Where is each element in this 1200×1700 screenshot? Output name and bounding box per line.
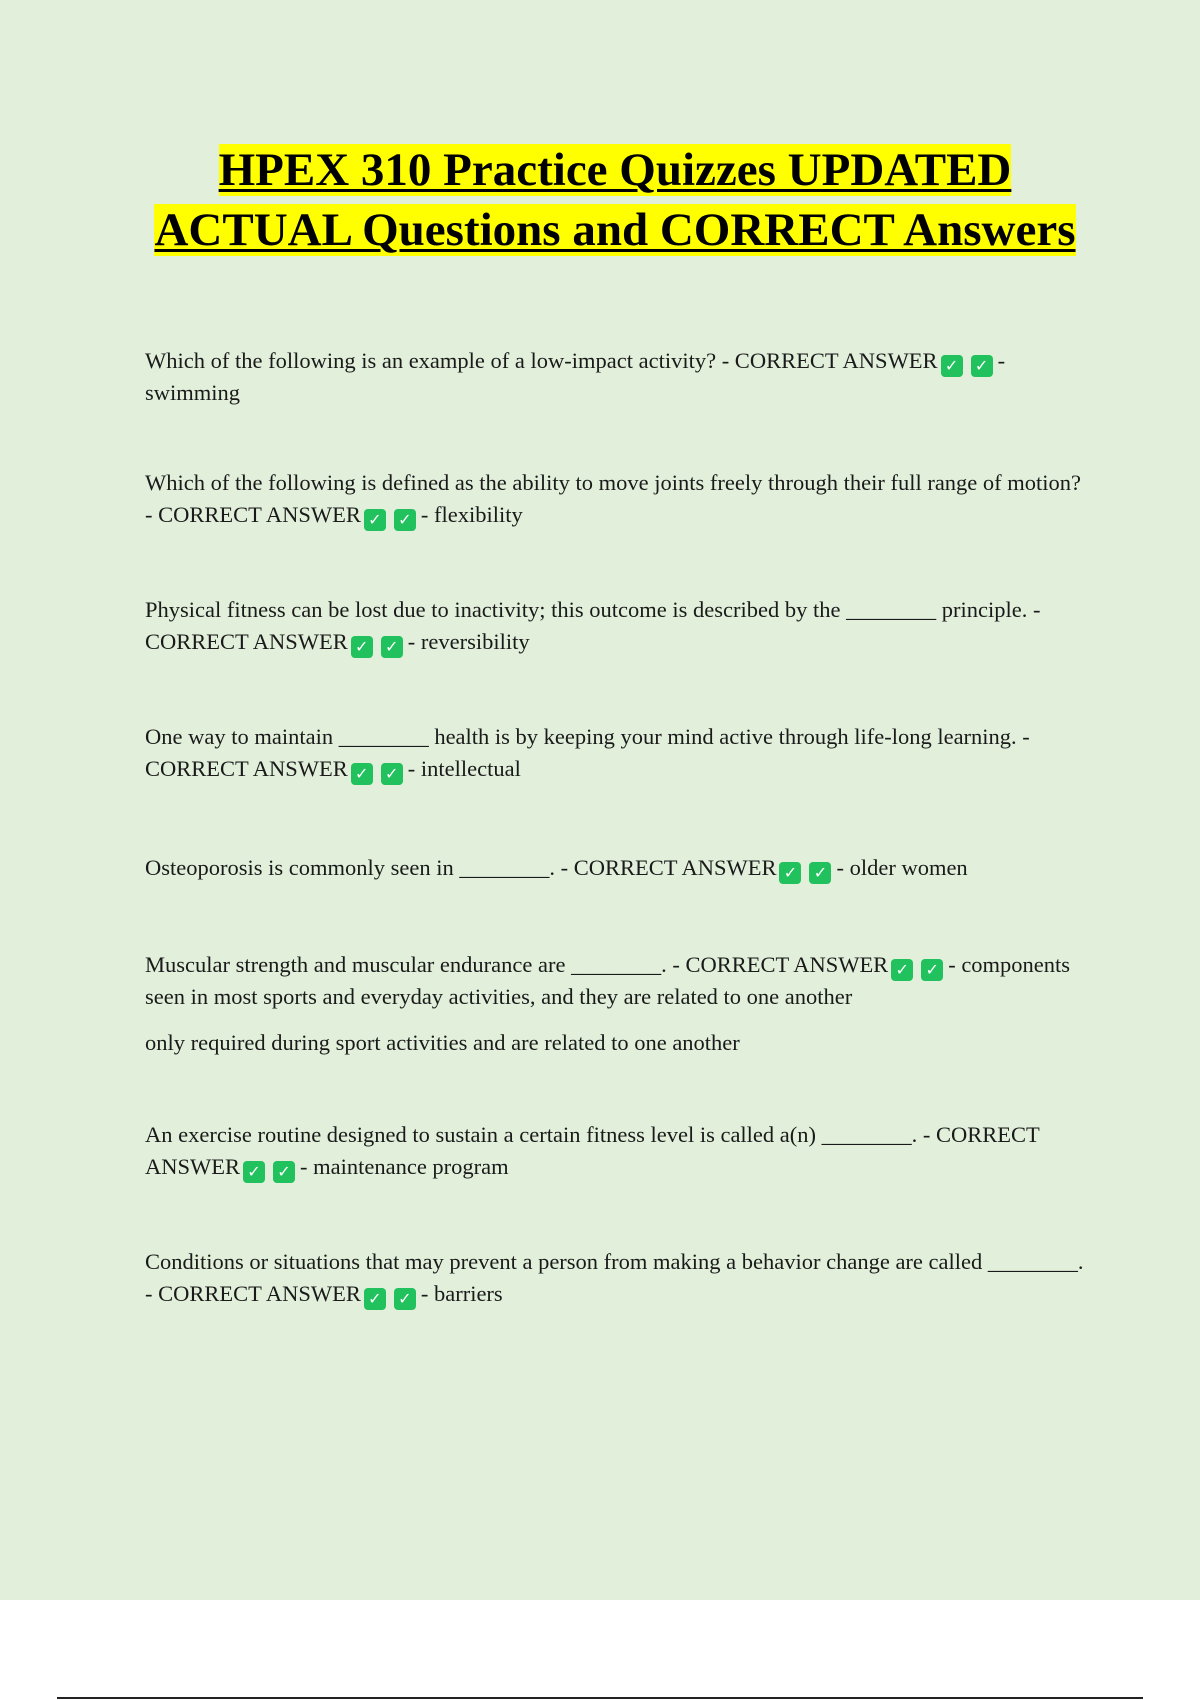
check-box-icon: ✓ [243,1161,265,1183]
question-text: Conditions or situations that may prevent a person from making a behavior change are called ________. - CORRECT ANSWER [145,1249,1084,1306]
document-title [120,140,1110,260]
check-box-icon: ✓ [381,763,403,785]
question-text: One way to maintain ________ health is by keeping your mind active through life-long learning. - CORRECT ANSWER [145,724,1030,781]
answer-continuation: only required during sport activities and are related to one another [145,1030,740,1055]
check-box-icon: ✓ [381,636,403,658]
check-box-icon: ✓ [891,959,913,981]
qa-item [145,1119,1085,1183]
answer-text: - components seen in most sports and everyday activities, and they are related to one another [145,952,1071,1009]
check-box-icon: ✓ [779,862,801,884]
check-box-icon: ✓ [809,862,831,884]
check-box-icon: ✓ [921,959,943,981]
answer-text: - barriers [420,1281,503,1306]
answer-text: - intellectual [407,756,521,781]
qa-item [145,594,1085,658]
question-text: Physical fitness can be lost due to inactivity; this outcome is described by the ________ principle. - CORRECT ANSWER [145,597,1041,654]
qa-item [145,345,1085,409]
check-box-icon: ✓ [351,636,373,658]
check-box-icon: ✓ [273,1161,295,1183]
answer-text: - older women [836,855,968,880]
answer-text: - swimming [145,348,1006,405]
answer-text: - maintenance program [300,1154,509,1179]
answer-text: - flexibility [420,502,523,527]
footer-divider [57,1697,1143,1699]
check-box-icon: ✓ [394,1288,416,1310]
check-box-icon: ✓ [971,355,993,377]
check-box-icon: ✓ [351,763,373,785]
question-text: Which of the following is defined as the ability to move joints freely through their full range of motion? - CORRECT ANSWER [145,470,1082,527]
question-text: Muscular strength and muscular endurance are ________. - CORRECT ANSWER [145,952,889,977]
qa-item [145,1246,1085,1310]
qa-item [145,852,1085,884]
check-box-icon: ✓ [394,509,416,531]
question-text: Which of the following is an example of a low-impact activity? - CORRECT ANSWER [145,348,938,373]
check-box-icon: ✓ [364,509,386,531]
qa-item [145,467,1085,531]
check-box-icon: ✓ [941,355,963,377]
qa-item [145,721,1085,785]
check-box-icon: ✓ [364,1288,386,1310]
question-text: Osteoporosis is commonly seen in ________. - CORRECT ANSWER [145,855,777,880]
question-text: An exercise routine designed to sustain a certain fitness level is called a(n) ________. - CORRECT ANSWER [145,1122,1040,1179]
qa-item [145,949,1085,1013]
answer-text: - reversibility [407,629,530,654]
title-text: HPEX 310 Practice Quizzes UPDATED ACTUAL Questions and CORRECT Answers [154,144,1076,256]
